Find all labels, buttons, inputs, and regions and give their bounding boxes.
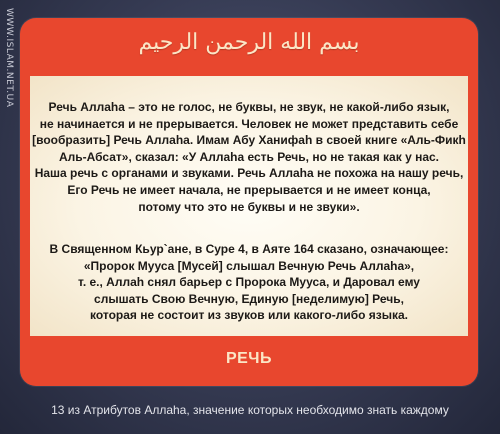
attribute-title: РЕЧЬ [225, 350, 273, 367]
text-line: В Священном Кьур`ане, в Суре 4, в Аяте 164 сказано, означающее: [49, 242, 449, 256]
caption: 13 из Атрибутов Аллаhа, значение которых необходимо знать каждому [51, 403, 449, 417]
text-line: Его Речь не имеет начала, не прерывается и не имеет конца, [67, 182, 431, 197]
text-line: Наша речь с органами и звуками. Речь Аллаhа не похожа на нашу речь, [34, 166, 464, 181]
text-line: Речь Аллаhа – это не голос, не буквы, не звук, не какой-либо язык, [48, 100, 450, 114]
text-line: потому что это не буквы и не звуки». [138, 199, 360, 214]
website-url: WWW.ISLAM.NET.UA [4, 8, 14, 108]
text-line: слышать Свою Вечную, Единую [неделимую] Речь, [94, 291, 404, 306]
text-line: т. е., Аллаh снял барьер с Пророка Мууса, и Даровал ему [78, 275, 420, 290]
paragraph-speech-definition [30, 99, 468, 215]
paragraph-quran-reference [30, 241, 468, 324]
text-line: Аль-Абсат», сказал: «У Аллаhа есть Речь, но не такая как у нас. [58, 149, 440, 164]
text-line: не начинается и не прерывается. Человек не может представить себе [39, 116, 459, 131]
info-card [20, 18, 478, 386]
text-line: «Пророк Мууса [Мусей] слышал Вечную Речь Аллаhа», [83, 258, 415, 273]
text-line: [вообразить] Речь Аллаhа. Имам Абу Ханифаh в своей книге «Аль-Фикh [32, 133, 466, 148]
text-line: которая не состоит из звуков или какого-либо языка. [90, 308, 408, 323]
bismillah-calligraphy: بسم الله الرحمن الرحيم [138, 30, 360, 55]
text-panel [30, 76, 468, 336]
